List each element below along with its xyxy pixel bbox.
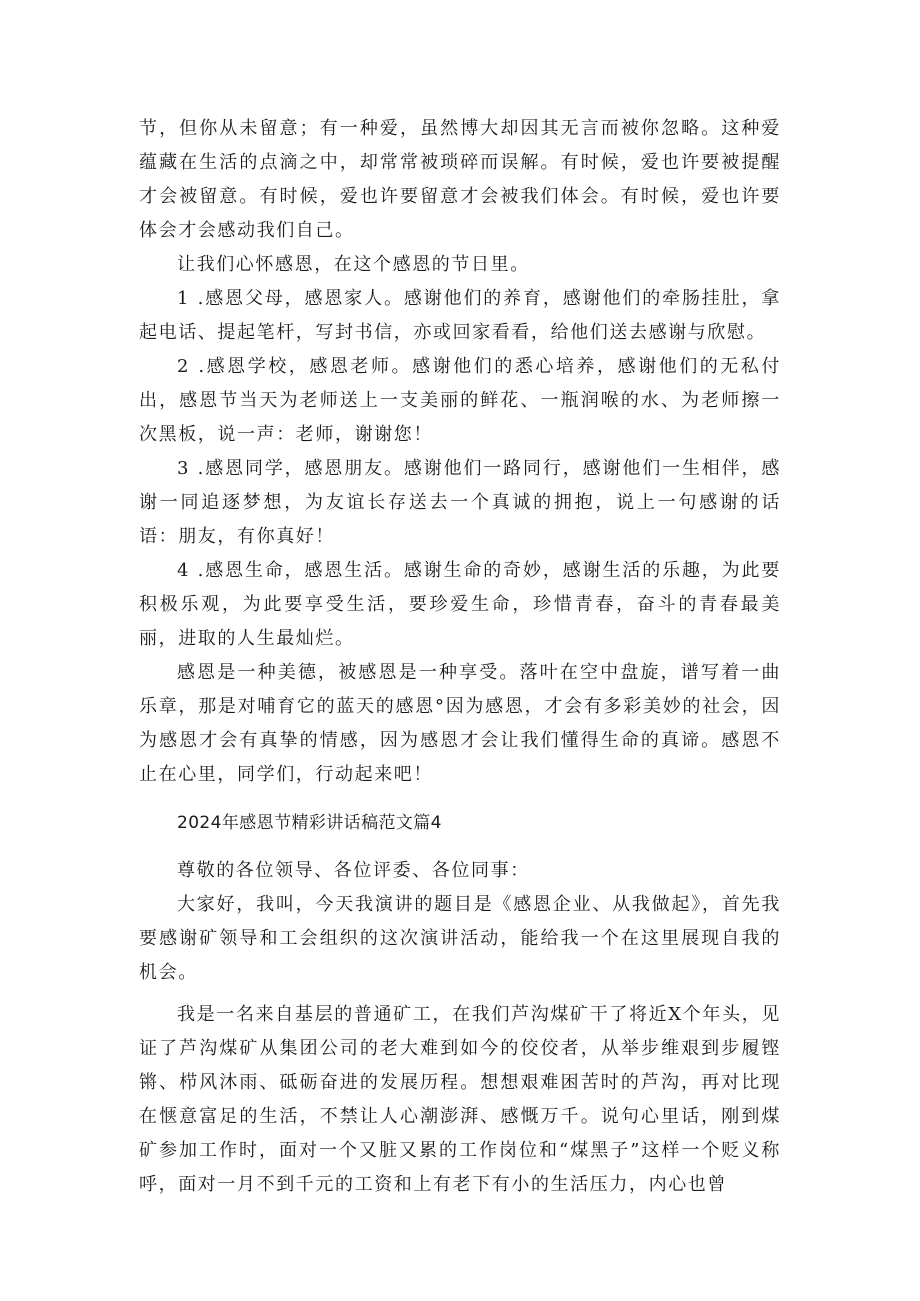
paragraph-conclusion: 感恩是一种美德，被感恩是一种享受。落叶在空中盘旋，谱写着一曲乐章，那是对哺育它的蓝天的感恩°因为感恩，才会有多彩美妙的社会，因为感恩才会有真挚的情感，因为感恩才会让我们懂得生命的真谛。感恩不止在心里，同学们，行动起来吧！: [139, 662, 781, 785]
list-item-3: 3 .感恩同学，感恩朋友。感谢他们一路同行，感谢他们一生相伴，感谢一同追逐梦想，为友谊长存送去一个真诚的拥抱，说上一句感谢的话语：朋友，有你真好！: [139, 458, 781, 547]
list-item-4: 4 .感恩生命，感恩生活。感谢生命的奇妙，感谢生活的乐趣，为此要积极乐观，为此要享受生活，要珍爱生命，珍惜青春，奋斗的青春最美丽，进取的人生最灿烂。: [139, 560, 781, 649]
paragraph-continued: 节，但你从未留意；有一种爱，虽然博大却因其无言而被你忽略。这种爱蕴藏在生活的点滴之中，却常常被琐碎而误解。有时候，爱也许要被提醒才会被留意。有时候，爱也许要留意才会被我们体会。有时候，爱也许要体会才会感动我们自己。: [139, 118, 781, 241]
document-page: [139, 112, 781, 1202]
paragraph-salutation: 尊敬的各位领导、各位评委、各位同事：: [177, 860, 530, 881]
paragraph-greeting: 大家好，我叫，今天我演讲的题目是《感恩企业、从我做起》，首先我要感谢矿领导和工会组织的这次演讲活动，能给我一个在这里展现自我的机会。: [139, 894, 781, 983]
list-item-1: 1 .感恩父母，感恩家人。感谢他们的养育，感谢他们的牵肠挂肚，拿起电话、提起笔杆，写封书信，亦或回家看看，给他们送去感谢与欣慰。: [139, 288, 781, 343]
list-item-2: 2 .感恩学校，感恩老师。感谢他们的悉心培养，感谢他们的无私付出，感恩节当天为老师送上一支美丽的鲜花、一瓶润喉的水、为老师擦一次黑板，说一声：老师，谢谢您！: [139, 356, 781, 445]
paragraph-intro: 让我们心怀感恩，在这个感恩的节日里。: [177, 254, 530, 275]
section-heading: 2024年感恩节精彩讲话稿范文篇4: [177, 813, 442, 833]
paragraph-body: 我是一名来自基层的普通矿工，在我们芦沟煤矿干了将近X个年头，见证了芦沟煤矿从集团公司的老大难到如今的佼佼者，从举步维艰到步履铿锵、栉风沐雨、砥砺奋进的发展历程。想想艰难困苦时的芦沟，再对比现在惬意富足的生活，不禁让人心潮澎湃、感慨万千。说句心里话，刚到煤矿参加工作时，面对一个又脏又累的工作岗位和“煤黑子”这样一个贬义称呼，面对一月不到千元的工资和上有老下有小的生活压力，内心也曾: [139, 1004, 781, 1195]
